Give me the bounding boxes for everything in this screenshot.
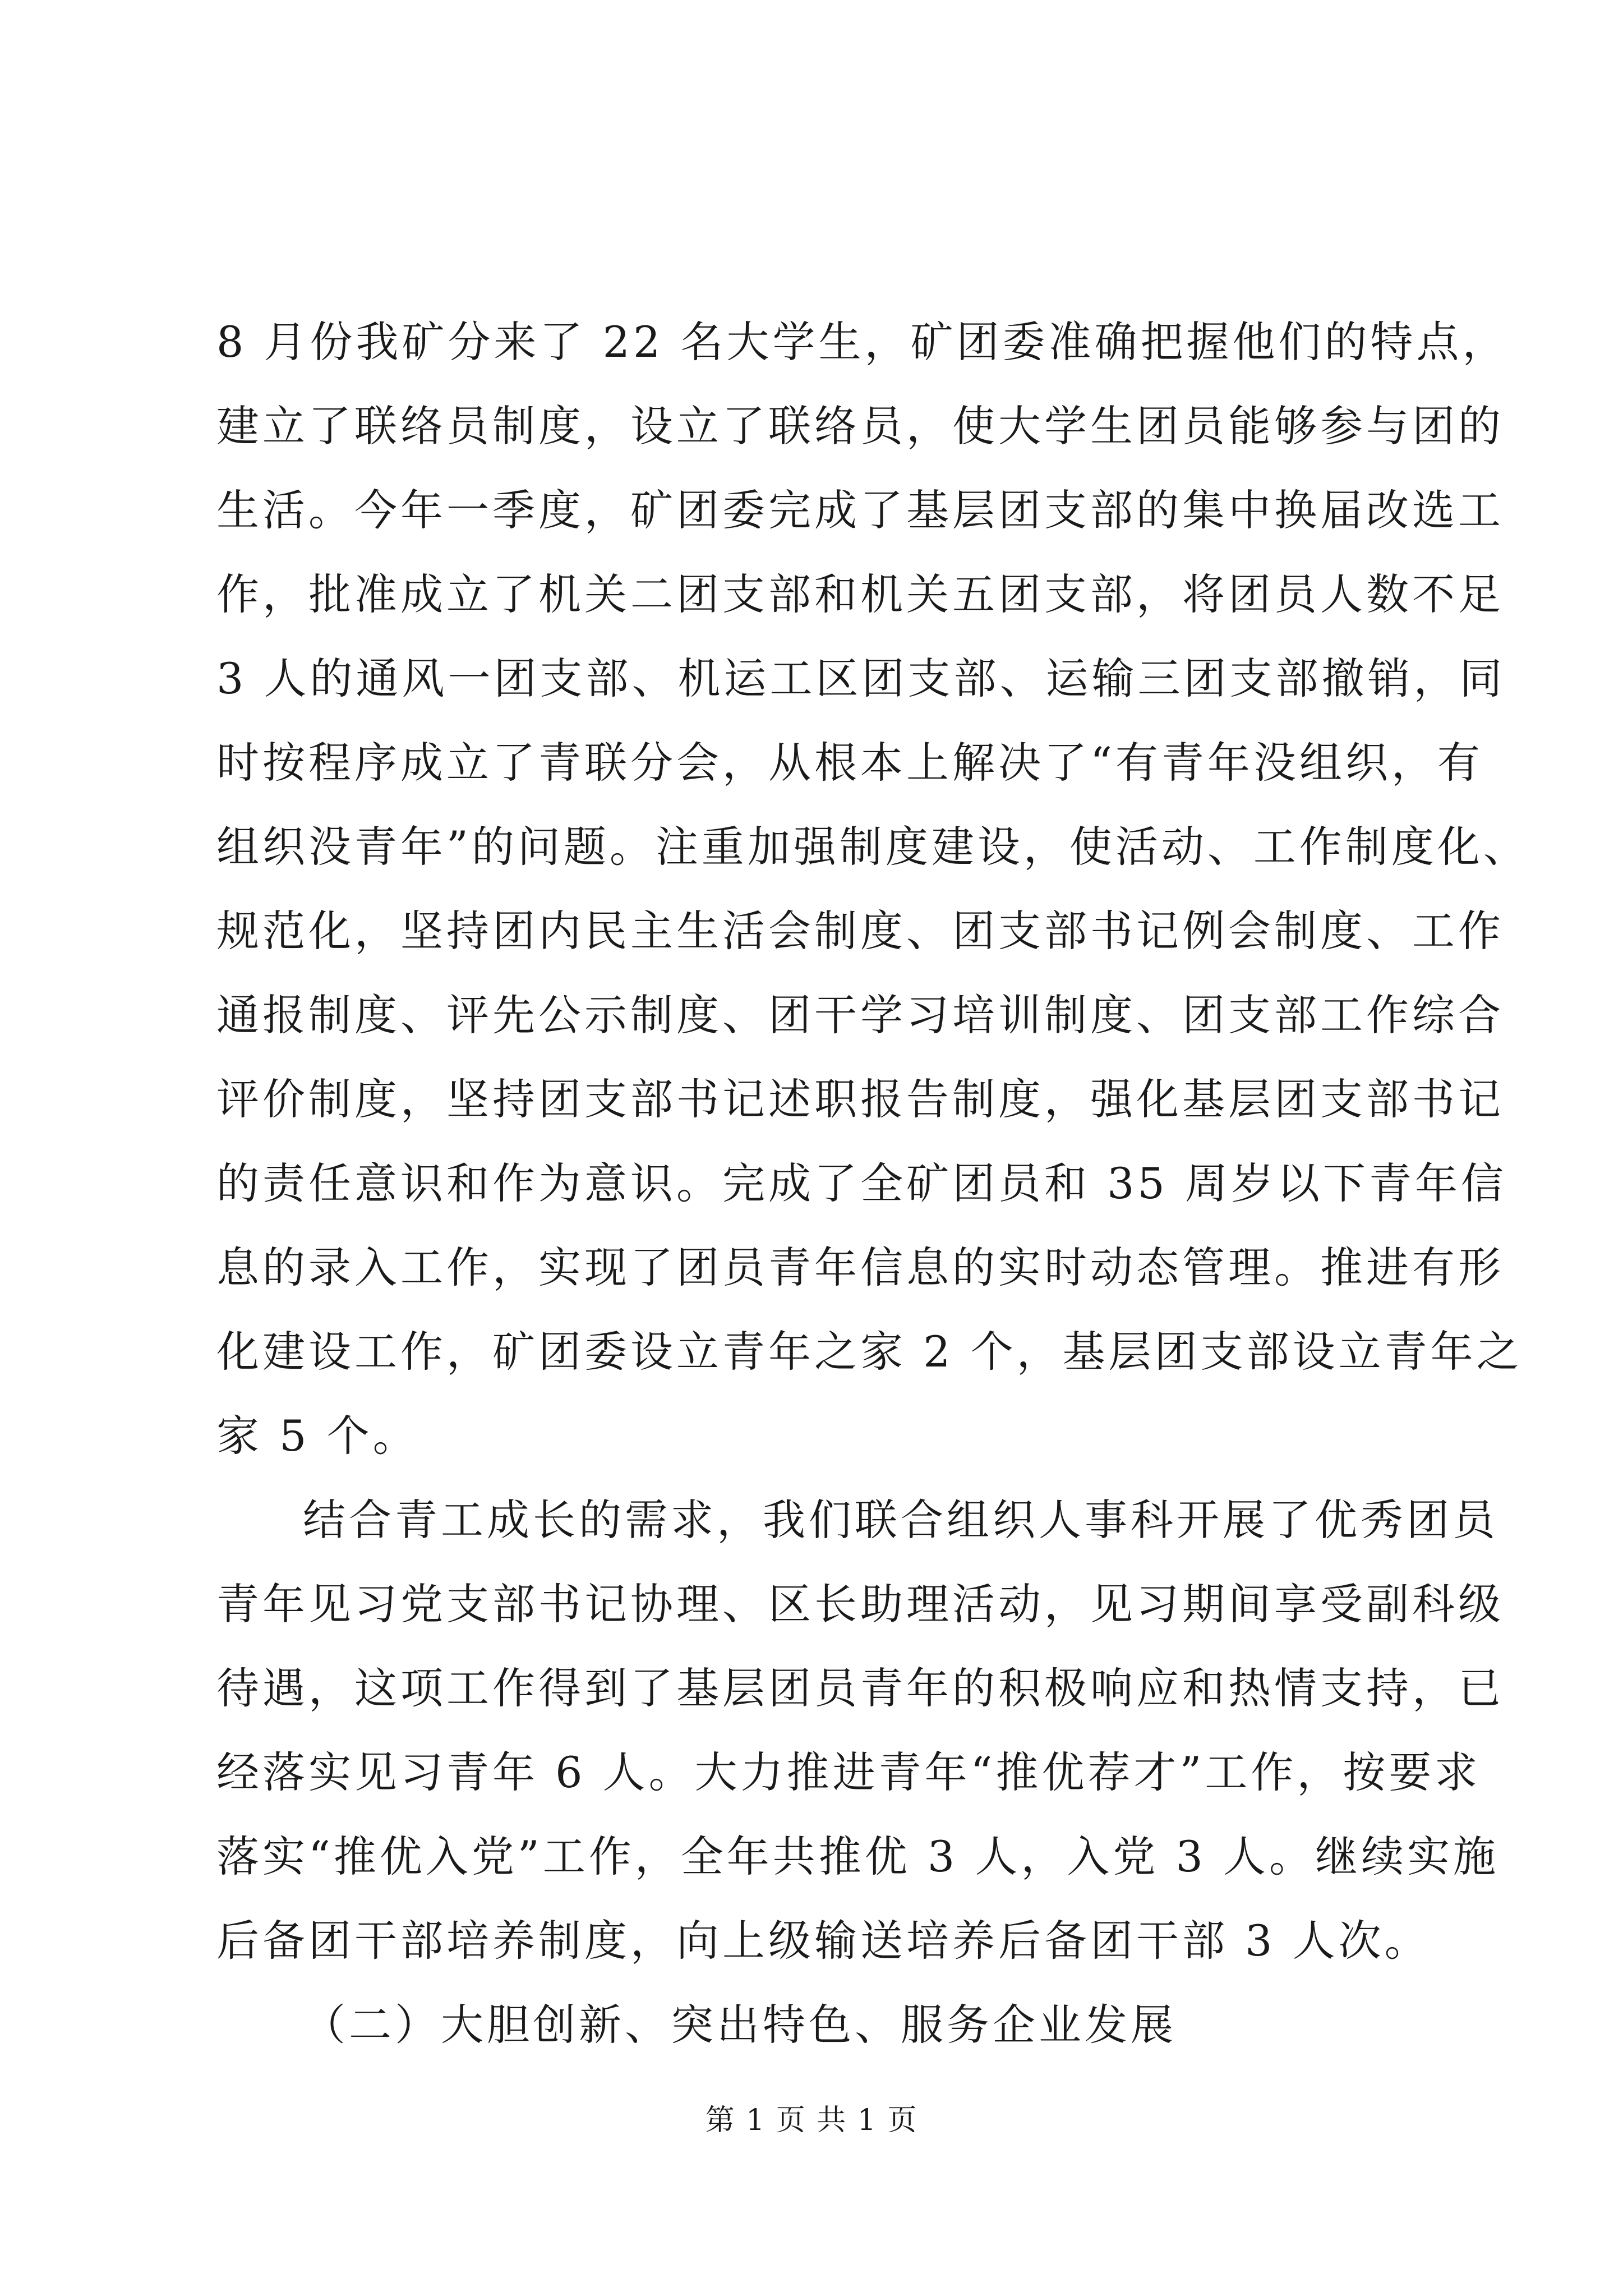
section-heading: （二）大胆创新、突出特色、服务企业发展	[303, 2000, 1177, 2050]
paragraph-line: 作，批准成立了机关二团支部和机关五团支部，将团员人数不足	[216, 569, 1504, 619]
paragraph-line: 化建设工作，矿团委设立青年之家 2 个，基层团支部设立青年之	[216, 1327, 1523, 1377]
paragraph-line: 后备团干部培养制度，向上级输送培养后备团干部 3 人次。	[216, 1916, 1431, 1966]
paragraph-line: 8 月份我矿分来了 22 名大学生，矿团委准确把握他们的特点，	[216, 317, 1509, 367]
paragraph-line: 经落实见习青年 6 人。大力推进青年“推优荐才”工作，按要求	[216, 1747, 1481, 1797]
paragraph-line: 评价制度，坚持团支部书记述职报告制度，强化基层团支部书记	[216, 1074, 1504, 1124]
paragraph-line: 的责任意识和作为意识。完成了全矿团员和 35 周岁以下青年信	[216, 1158, 1507, 1208]
paragraph-line: 组织没青年”的问题。注重加强制度建设，使活动、工作制度化、	[216, 822, 1529, 872]
paragraph-line: 落实“推优入党”工作，全年共推优 3 人，入党 3 人。继续实施	[216, 1832, 1500, 1881]
paragraph-line: 规范化，坚持团内民主生活会制度、团支部书记例会制度、工作	[216, 906, 1504, 956]
paragraph-line: 3 人的通风一团支部、机运工区团支部、运输三团支部撤销，同	[216, 654, 1506, 703]
paragraph-line: 家 5 个。	[216, 1411, 419, 1461]
paragraph-line: 青年见习党支部书记协理、区长助理活动，见习期间享受副科级	[216, 1579, 1504, 1629]
paragraph-line: 通报制度、评先公示制度、团干学习培训制度、团支部工作综合	[216, 990, 1504, 1040]
paragraph-line: 待遇，这项工作得到了基层团员青年的积极响应和热情支持，已	[216, 1663, 1504, 1713]
paragraph-line: 时按程序成立了青联分会，从根本上解决了“有青年没组织，有	[216, 738, 1483, 788]
paragraph-line: 建立了联络员制度，设立了联络员，使大学生团员能够参与团的	[216, 401, 1504, 451]
paragraph-line: 息的录入工作，实现了团员青年信息的实时动态管理。推进有形	[216, 1243, 1504, 1292]
paragraph-line: 生活。今年一季度，矿团委完成了基层团支部的集中换届改选工	[216, 485, 1504, 535]
page-footer: 第 1 页 共 1 页	[705, 2104, 918, 2137]
paragraph-line: 结合青工成长的需求，我们联合组织人事科开展了优秀团员	[303, 1495, 1498, 1545]
